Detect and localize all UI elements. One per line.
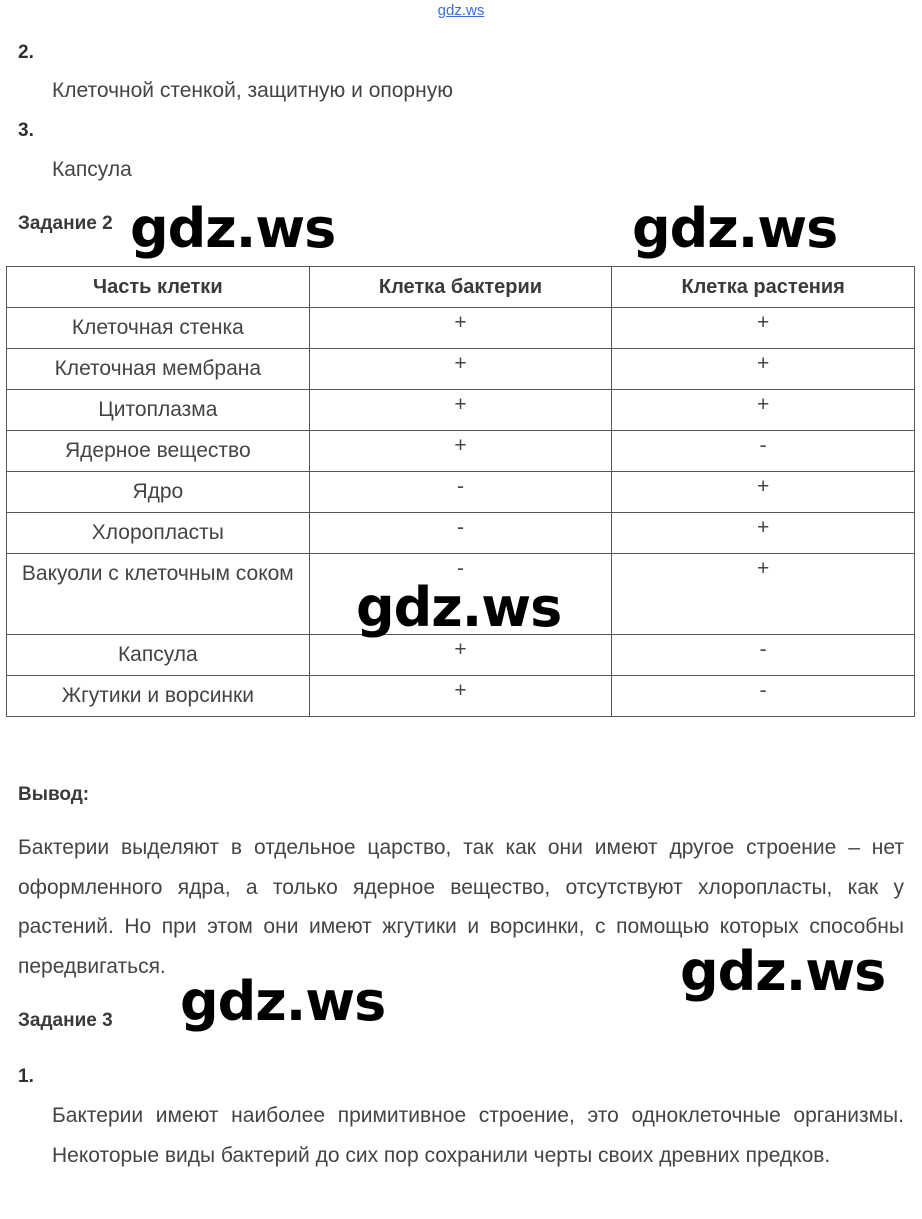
table-cell-part: Капсула (7, 635, 310, 676)
table-cell-bacteria: + (309, 349, 612, 390)
item-number-3: 3. (18, 120, 34, 141)
table-header-row (7, 267, 915, 308)
table-cell-bacteria: + (309, 308, 612, 349)
table-cell-plant: + (612, 554, 915, 635)
cell-comparison-table (6, 266, 915, 717)
table-cell-plant: - (612, 676, 915, 717)
conclusion-text: Бактерии выделяют в отдельное царство, так как они имеют другое строение – нет оформленного ядра, а только ядерное вещество, отсутствуют хлоропласты, как у растений. Но при этом они имеют жгутики и ворсинки, с помощью которых способны передвигаться. (18, 836, 904, 978)
item-answer-2: Клеточной стенкой, защитную и опорную (52, 79, 453, 102)
table-row (7, 390, 915, 431)
table-row (7, 676, 915, 717)
table-cell-plant: - (612, 635, 915, 676)
table-cell-part: Жгутики и ворсинки (7, 676, 310, 717)
table-cell-part: Клеточная стенка (7, 308, 310, 349)
table-cell-bacteria: - (309, 554, 612, 635)
table-row (7, 431, 915, 472)
table-cell-plant: + (612, 472, 915, 513)
table-cell-plant: + (612, 390, 915, 431)
table-cell-bacteria: + (309, 676, 612, 717)
column-header-plant: Клетка растения (612, 267, 915, 308)
table-row (7, 308, 915, 349)
table-cell-part: Ядерное вещество (7, 431, 310, 472)
table-row (7, 472, 915, 513)
table-cell-plant: - (612, 431, 915, 472)
table-cell-part: Вакуоли с клеточным соком (7, 554, 310, 635)
table-cell-bacteria: + (309, 390, 612, 431)
item-answer-3: Капсула (52, 158, 132, 181)
table-row (7, 349, 915, 390)
task3-heading: Задание 3 (18, 1010, 113, 1031)
item-answer-1: Бактерии имеют наиболее примитивное строение, это одноклеточные организмы. Некоторые виды бактерий до сих пор сохранили черты своих древних предков. (52, 1104, 904, 1167)
column-header-bacteria: Клетка бактерии (309, 267, 612, 308)
column-header-part: Часть клетки (7, 267, 310, 308)
watermark-text: gdz.ws (632, 197, 838, 260)
table-cell-part: Клеточная мембрана (7, 349, 310, 390)
task2-heading: Задание 2 (18, 213, 113, 234)
site-watermark-link[interactable]: gdz.ws (437, 2, 485, 19)
table-cell-bacteria: + (309, 431, 612, 472)
table-cell-bacteria: - (309, 472, 612, 513)
table-cell-part: Хлоропласты (7, 513, 310, 554)
table-cell-part: Ядро (7, 472, 310, 513)
table-row (7, 635, 915, 676)
table-cell-bacteria: - (309, 513, 612, 554)
conclusion-label: Вывод: (18, 784, 90, 805)
watermark-text: gdz.ws (130, 197, 336, 260)
table-cell-part: Цитоплазма (7, 390, 310, 431)
item-number-2: 2. (18, 42, 34, 63)
item-number-1: 1. (18, 1066, 34, 1087)
table-cell-plant: + (612, 349, 915, 390)
watermark-text: gdz.ws (680, 940, 886, 1003)
table-cell-plant: + (612, 513, 915, 554)
watermark-text: gdz.ws (180, 970, 386, 1033)
table-cell-bacteria: + (309, 635, 612, 676)
table-row (7, 513, 915, 554)
watermark-text: gdz.ws (356, 576, 562, 639)
table-cell-plant: + (612, 308, 915, 349)
